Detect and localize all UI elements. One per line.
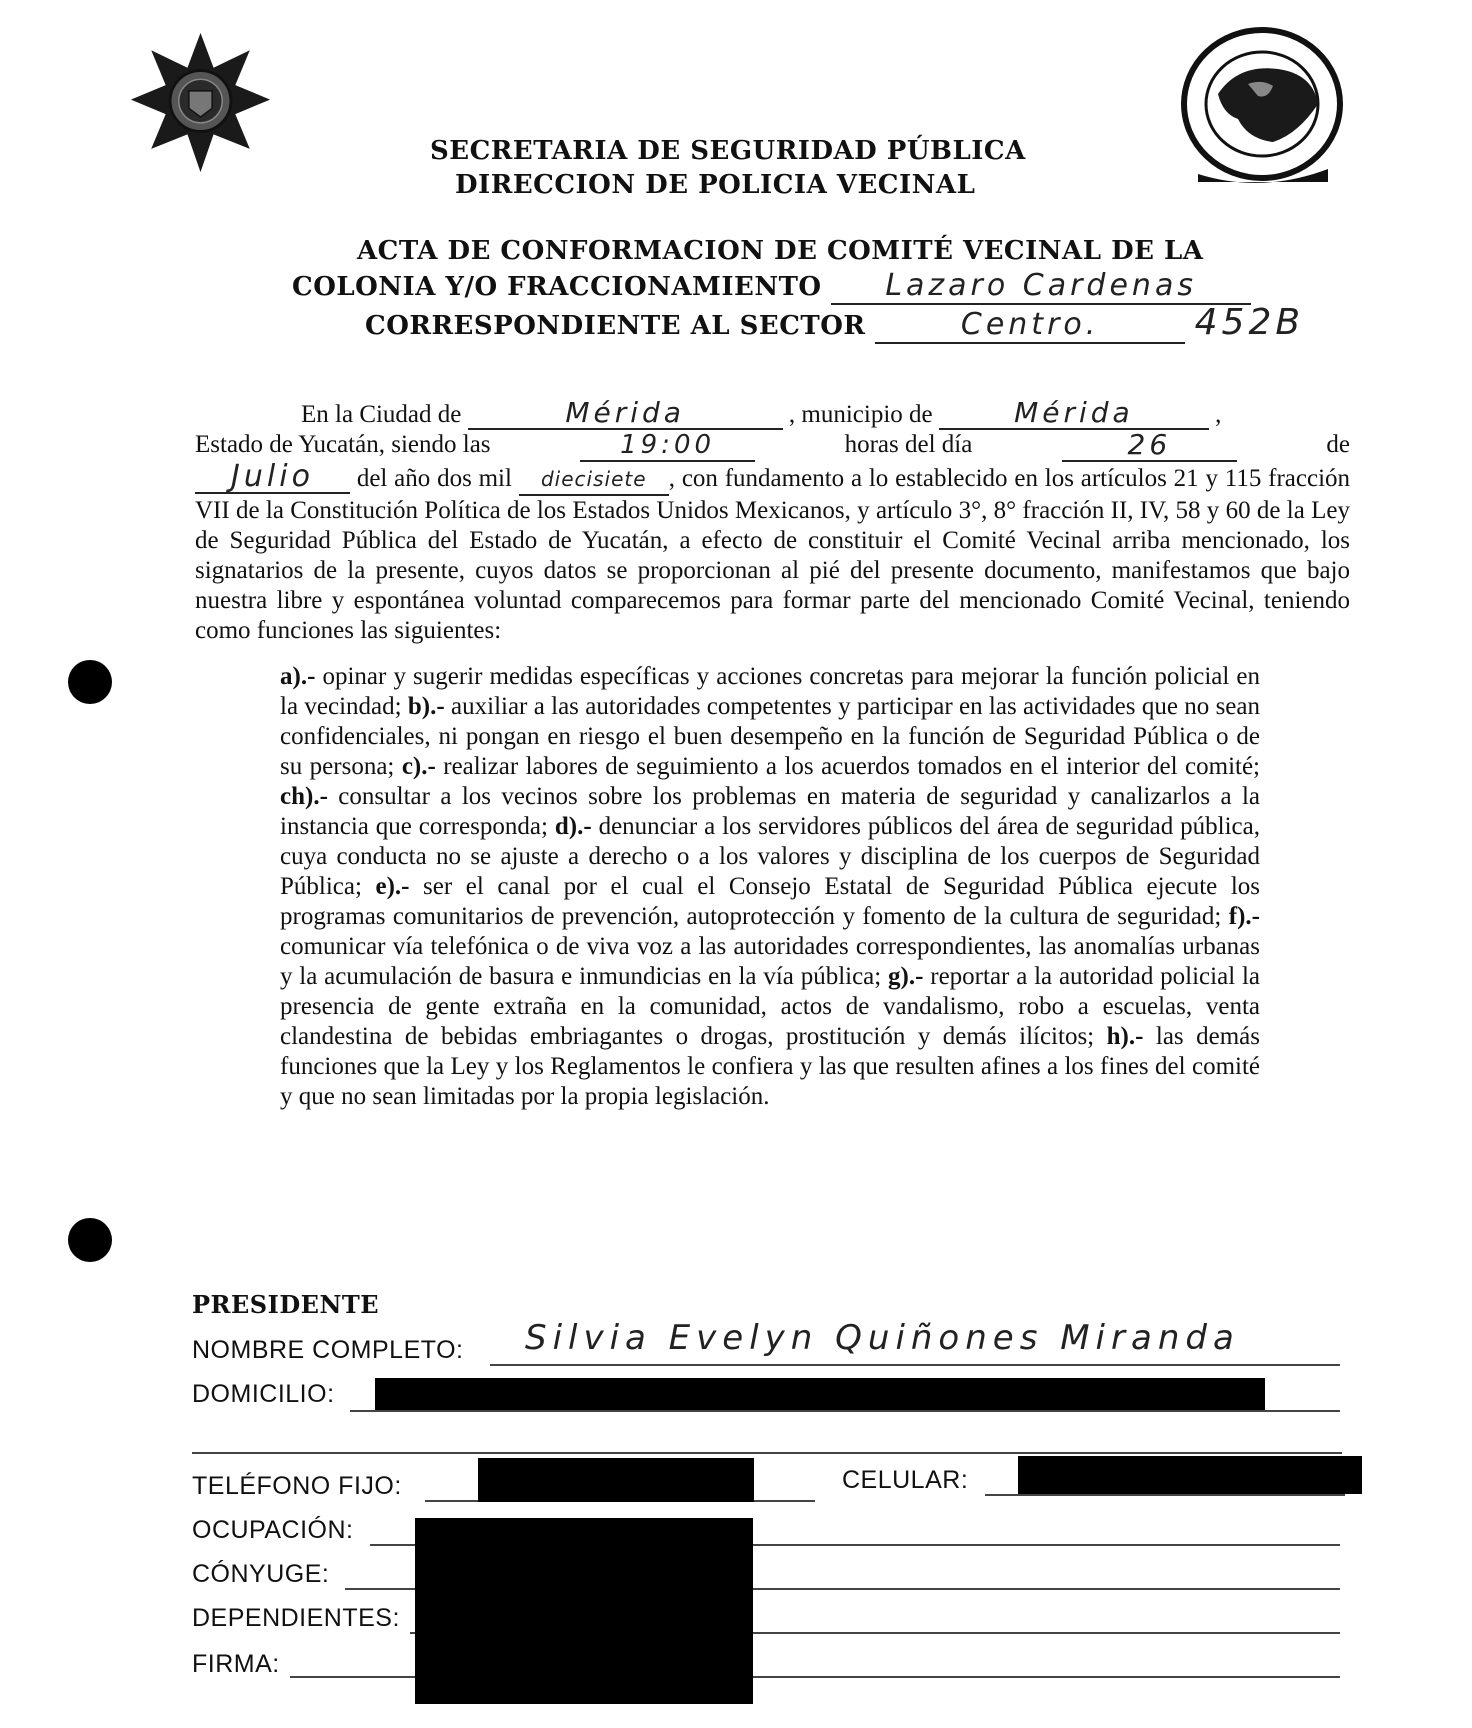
intro-text-3: Estado de Yucatán, siendo las bbox=[195, 431, 491, 458]
punch-hole-top bbox=[68, 660, 112, 704]
celular-redaction bbox=[1018, 1456, 1362, 1494]
nombre-value: Silvia Evelyn Quiñones Miranda bbox=[525, 1318, 1240, 1358]
intro-text-4: horas del día bbox=[844, 431, 973, 458]
conyuge-label: CÓNYUGE: bbox=[192, 1560, 330, 1588]
punch-hole-bottom bbox=[68, 1218, 112, 1262]
intro-text-5: de bbox=[1326, 431, 1350, 458]
function-g-text: reportar a la autoridad policial la presencia de gente extraña en la comunidad, actos de vandalismo, robo a escuelas, venta clandestina de bebidas embriagantes o drogas, prostitución y demás ilícitos; bbox=[280, 963, 1260, 1050]
function-d-key: d).- bbox=[554, 813, 592, 840]
header-secretaria: SECRETARIA DE SEGURIDAD PÚBLICA bbox=[430, 136, 1026, 166]
nombre-line bbox=[490, 1364, 1340, 1366]
function-e-text: ser el canal por el cual el Consejo Estatal de Seguridad Pública ejecute los programas comunitarios de prevención, autoprotección y fomento de la cultura de seguridad; bbox=[280, 873, 1260, 930]
celular-label: CELULAR: bbox=[842, 1466, 969, 1494]
intro-hora: 19:00 bbox=[580, 430, 755, 462]
sector-extra: 452B bbox=[1194, 302, 1305, 343]
colonia-label: COLONIA Y/O FRACCIONAMIENTO bbox=[292, 272, 822, 302]
function-d-text: denunciar a los servidores públicos del área de seguridad pública, cuya conducta no se ajuste a derecho o a los valores y disciplina de los cuerpos de Seguridad Pública; bbox=[280, 813, 1260, 900]
function-g-key: g).- bbox=[888, 963, 924, 990]
function-f-key: f).- bbox=[1228, 903, 1260, 930]
function-b-key: b).- bbox=[407, 693, 445, 720]
function-ch-text: consultar a los vecinos sobre los problemas en materia de seguridad y canalizarlos a la instancia que corresponda; bbox=[280, 783, 1260, 840]
sector-value: Centro. bbox=[875, 307, 1185, 344]
personal-data-redaction-block bbox=[415, 1518, 753, 1704]
function-ch-key: ch).- bbox=[280, 783, 328, 810]
firma-label: FIRMA: bbox=[192, 1650, 280, 1678]
title-line-1: ACTA DE CONFORMACION DE COMITÉ VECINAL DE LA bbox=[357, 236, 1204, 266]
domicilio-label: DOMICILIO: bbox=[192, 1380, 335, 1408]
telefono-redaction bbox=[478, 1458, 754, 1502]
intro-paragraph: En la Ciudad de Mérida , municipio de Mérida , Estado de Yucatán, siendo las 19:00 horas del día 26 de Julio del año dos mil diecisiete , con fundamento a lo establecido en los artículos 21 y 115 fracción VII de la Constitución Política de los Estados Unidos Mexicanos, y artículo 3°, 8° fracción II, IV, 58 y 60 de la Ley de Seguridad Pública del Estado de Yucatán, a efecto de constituir el Comité Vecinal arriba mencionado, los signatarios de la presente, cuyos datos se proporcionan al pié del presente documento, manifestamos que bajo nuestra libre y espontánea voluntad comparecemos para formar parte del mencionado Comité Vecinal, teniendo como funciones las siguientes: bbox=[195, 396, 1351, 644]
intro-dia: 26 bbox=[1062, 430, 1237, 462]
dependientes-label: DEPENDIENTES: bbox=[192, 1604, 400, 1632]
police-star-badge-icon bbox=[128, 30, 273, 175]
celular-line bbox=[985, 1494, 1345, 1496]
header-direccion: DIRECCION DE POLICIA VECINAL bbox=[455, 170, 976, 200]
function-a-key: a).- bbox=[280, 663, 316, 690]
intro-city: Mérida bbox=[468, 398, 783, 430]
function-e-key: e).- bbox=[375, 873, 410, 900]
intro-anio: diecisiete bbox=[519, 464, 669, 496]
function-h-text: las demás funciones que la Ley y los Reglamentos le confiera y las que resulten afines a los fines del comité y que no sean limitadas por la propia legislación. bbox=[280, 1023, 1260, 1110]
sector-label: CORRESPONDIENTE AL SECTOR bbox=[365, 311, 866, 341]
domicilio-line-2 bbox=[192, 1452, 1342, 1454]
nombre-label: NOMBRE COMPLETO: bbox=[192, 1336, 464, 1364]
consejo-estatal-seal bbox=[1178, 24, 1346, 184]
domicilio-line bbox=[350, 1410, 1340, 1412]
function-h-key: h).- bbox=[1106, 1023, 1144, 1050]
function-c-text: realizar labores de seguimiento a los acuerdos tomados en el interior del comité; bbox=[435, 753, 1261, 780]
title-line-3 bbox=[365, 302, 1304, 344]
domicilio-redaction bbox=[375, 1378, 1265, 1410]
intro-text-6: del año dos mil bbox=[356, 465, 512, 492]
function-b-text: auxiliar a las autoridades competentes y participar en las actividades que no sean confidenciales, ni pongan en riesgo el buen desempeño en la función de Seguridad Pública o de su persona; bbox=[280, 693, 1260, 780]
functions-list bbox=[280, 662, 1260, 1112]
intro-text-7: , con fundamento a lo establecido en los artículos 21 y 115 fracción VII de la Constitución Política de los Estados Unidos Mexicanos, y artículo 3°, 8° fracción II, IV, 58 y 60 de la Ley de Seguridad Pública del Estado de Yucatán, a efecto de constituir el Comité Vecinal arriba mencionado, los signatarios de la presente, cuyos datos se proporcionan al pié del presente documento, manifestamos que bajo nuestra libre y espontánea voluntad comparecemos para formar parte del mencionado Comité Vecinal, teniendo como funciones las siguientes: bbox=[195, 465, 1351, 644]
function-c-key: c).- bbox=[401, 753, 436, 780]
colonia-value: Lazaro Cardenas bbox=[831, 268, 1251, 305]
telefono-label: TELÉFONO FIJO: bbox=[192, 1472, 402, 1500]
ocupacion-label: OCUPACIÓN: bbox=[192, 1516, 354, 1544]
function-f-text: comunicar vía telefónica o de viva voz a las autoridades correspondientes, las anomalías urbanas y la acumulación de basura e inmundicias en la vía pública; bbox=[280, 933, 1260, 990]
intro-text-2: , municipio de bbox=[788, 401, 933, 428]
title-line-2 bbox=[292, 268, 1251, 305]
function-a-text: opinar y sugerir medidas específicas y acciones concretas para mejorar la función policial en la vecindad; bbox=[280, 663, 1260, 720]
section-presidente: PRESIDENTE bbox=[192, 1290, 380, 1319]
intro-mes: Julio bbox=[195, 462, 350, 494]
intro-text-1: En la Ciudad de bbox=[301, 401, 462, 428]
intro-municipio: Mérida bbox=[939, 398, 1209, 430]
